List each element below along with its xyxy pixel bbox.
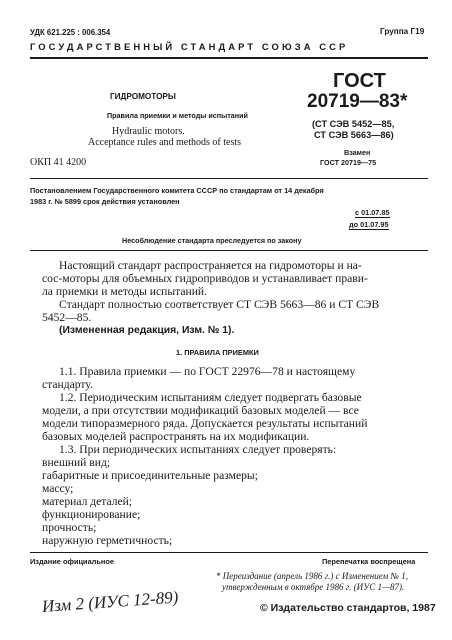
section-1-line-6: базовых моделей распространять на их модификации. [42,430,310,443]
st-sev-ref-1: (СТ СЭВ 5452—85, [312,119,395,129]
check-item-tightness: наружную герметичность; [42,534,173,547]
decree-line-2: 1983 г. № 5899 срок действия установлен [30,197,180,206]
law-notice: Несоблюдение стандарта преследуется по закону [122,236,302,245]
intro-line-4: Стандарт полностью соответствует СТ СЭВ 5663—86 и СТ СЭВ [59,298,380,311]
decree-line-1: Постановлением Государственного комитета СССР по стандартам от 14 декабря [30,186,324,195]
replaced-label: Взамен [344,148,371,157]
footer-rule [30,552,428,553]
check-item-dimensions: габаритные и присоединительные размеры; [42,469,258,482]
decree-rule [30,250,428,251]
state-standard-heading: ГОСУДАРСТВЕННЫЙ СТАНДАРТ СОЮЗА ССР [30,41,349,52]
section-1-line-5: модели типоразмерного ряда. Допускается результаты испытаний [42,417,368,430]
effective-from-value: с 01.07.85 [355,208,390,217]
title-block-rule [30,178,428,179]
intro-line-5: 5452—85. [42,311,92,324]
header-rule [30,57,428,59]
effective-from-date [355,208,390,217]
document-subtitle-ru: Правила приемки и методы испытаний [107,111,248,120]
gost-number: 20719—83* [307,91,408,112]
section-1-line-3: 1.2. Периодическим испытаниям следует подвергать базовые [59,391,362,404]
section-1-line-2: стандарту. [42,378,93,391]
st-sev-ref-2: СТ СЭВ 5663—86) [314,130,394,140]
document-title-ru: ГИДРОМОТОРЫ [110,92,176,101]
official-edition: Издание официальное [30,557,115,566]
copyright: © Издательство стандартов, 1987 [260,602,436,614]
intro-line-2: сос-моторы для объемных гидроприводов и устанавливает прави- [42,272,368,285]
udk-code: УДК 621.225 : 006.354 [30,28,111,37]
replaced-gost: ГОСТ 20719—75 [320,158,377,167]
section-1-line-7: 1.3. При периодических испытаниях следует проверять: [59,443,337,456]
check-item-strength: прочность; [42,521,97,534]
effective-to-date [349,220,389,229]
check-item-material: материал деталей; [42,495,133,508]
effective-to-value: до 01.07.95 [349,220,389,229]
intro-line-3: ла приемки и методы испытаний. [42,285,208,298]
handwritten-amendment: Изм 2 (ИУС 12-89) [41,587,179,616]
check-item-appearance: внешний вид; [42,456,111,469]
section-1-heading: 1. ПРАВИЛА ПРИЕМКИ [176,348,259,357]
intro-line-1: Настоящий стандарт распространяется на гидромоторы и на- [59,259,362,272]
reissue-note-1: * Переиздание (апрель 1986 г.) с Изменением № 1, [216,571,409,581]
check-item-function: функционирование; [42,508,141,521]
check-item-mass: массу; [42,482,74,495]
gost-label: ГОСТ [333,70,386,92]
reissue-note-2: утвержденным в октябре 1986 г. (ИУС 1—87). [222,582,405,592]
group-code: Группа Г19 [380,27,425,36]
okp-code: ОКП 41 4200 [30,157,87,168]
section-1-line-1: 1.1. Правила приемки — по ГОСТ 22976—78 и настоящему [59,365,356,378]
document-title-en-1: Hydraulic motors. [112,126,185,137]
document-title-en-2: Acceptance rules and methods of tests [88,137,242,148]
section-1-line-4: модели, а при отсутствии модификаций базовых моделей — все [42,404,359,417]
reprint-prohibited: Перепечатка воспрещена [322,557,416,566]
amendment-note: (Измененная редакция, Изм. № 1). [59,325,235,336]
